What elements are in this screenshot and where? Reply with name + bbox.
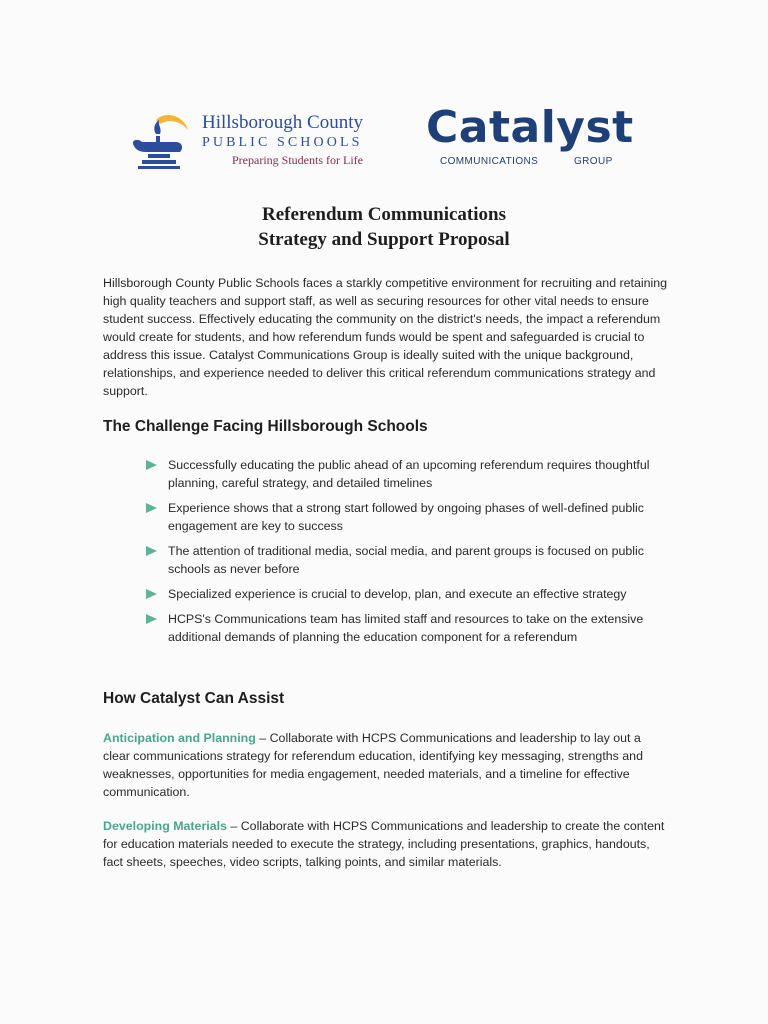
developing-label: Developing Materials — [103, 819, 227, 833]
triangle-bullet-icon — [146, 546, 157, 556]
list-item-text: Successfully educating the public ahead of an upcoming referendum requires thoughtful planning, careful strategy, and detailed timelines — [168, 458, 650, 490]
hcps-tagline: Preparing Students for Life — [232, 153, 363, 167]
hcps-subtitle: PUBLIC SCHOOLS — [202, 135, 363, 150]
anticipation-label: Anticipation and Planning — [103, 731, 256, 745]
challenge-list — [146, 456, 656, 653]
hcps-name: Hillsborough County — [202, 112, 363, 133]
triangle-bullet-icon — [146, 460, 157, 470]
list-item — [146, 610, 656, 646]
anticipation-paragraph — [103, 729, 668, 801]
developing-paragraph — [103, 817, 668, 871]
list-item — [146, 542, 656, 578]
list-item — [146, 456, 656, 492]
triangle-bullet-icon — [146, 503, 157, 513]
assist-heading: How Catalyst Can Assist — [103, 690, 285, 707]
hcps-logo — [126, 112, 416, 174]
document-title — [0, 202, 768, 252]
title-line-1: Referendum Communications — [261, 204, 506, 225]
list-item-text: The attention of traditional media, social media, and parent groups is focused on public schools as never before — [168, 544, 644, 576]
list-item-text: Specialized experience is crucial to develop, plan, and execute an effective strategy — [168, 587, 627, 601]
list-item — [146, 585, 656, 603]
intro-paragraph: Hillsborough County Public Schools faces a starkly competitive environment for recruiting and retaining high quality teachers and support staff, as well as securing resources for other vital needs to ensure student success. Effectively educating the community on the district's needs, the impact a referendum would create for students, and how referendum funds would be spent and safeguarded is crucial to address this issue. Catalyst Communications Group is ideally suited with the unique background, relationships, and experience needed to deliver this critical referendum communications strategy and support. — [103, 276, 668, 398]
developing-text: – Collaborate with HCPS Communications and leadership to create the content for education materials needed to execute the strategy, including presentations, graphics, handouts, fact sheets, speeches, video scripts, talking points, and similar materials. — [103, 819, 665, 869]
anticipation-text: – Collaborate with HCPS Communications and leadership to lay out a clear communications strategy for referendum education, identifying key messaging, strengths and weaknesses, opportunities for media engagement, needed materials, and a timeline for effective communication. — [103, 731, 643, 799]
catalyst-subtitle-right: GROUP — [574, 156, 613, 167]
list-item — [146, 499, 656, 535]
triangle-bullet-icon — [146, 589, 157, 599]
list-item-text: Experience shows that a strong start followed by ongoing phases of well-defined public engagement are key to success — [168, 501, 644, 533]
catalyst-wordmark: Catalyst — [426, 102, 634, 153]
challenge-heading: The Challenge Facing Hillsborough Schools — [103, 418, 428, 435]
list-item-text: HCPS's Communications team has limited staff and resources to take on the extensive additional demands of planning the education component for a referendum — [168, 612, 644, 644]
lamp-of-learning-icon — [126, 112, 198, 172]
triangle-bullet-icon — [146, 614, 157, 624]
catalyst-logo — [426, 102, 636, 170]
catalyst-subtitle-left: COMMUNICATIONS — [440, 156, 539, 167]
title-line-2: Strategy and Support Proposal — [258, 229, 510, 250]
